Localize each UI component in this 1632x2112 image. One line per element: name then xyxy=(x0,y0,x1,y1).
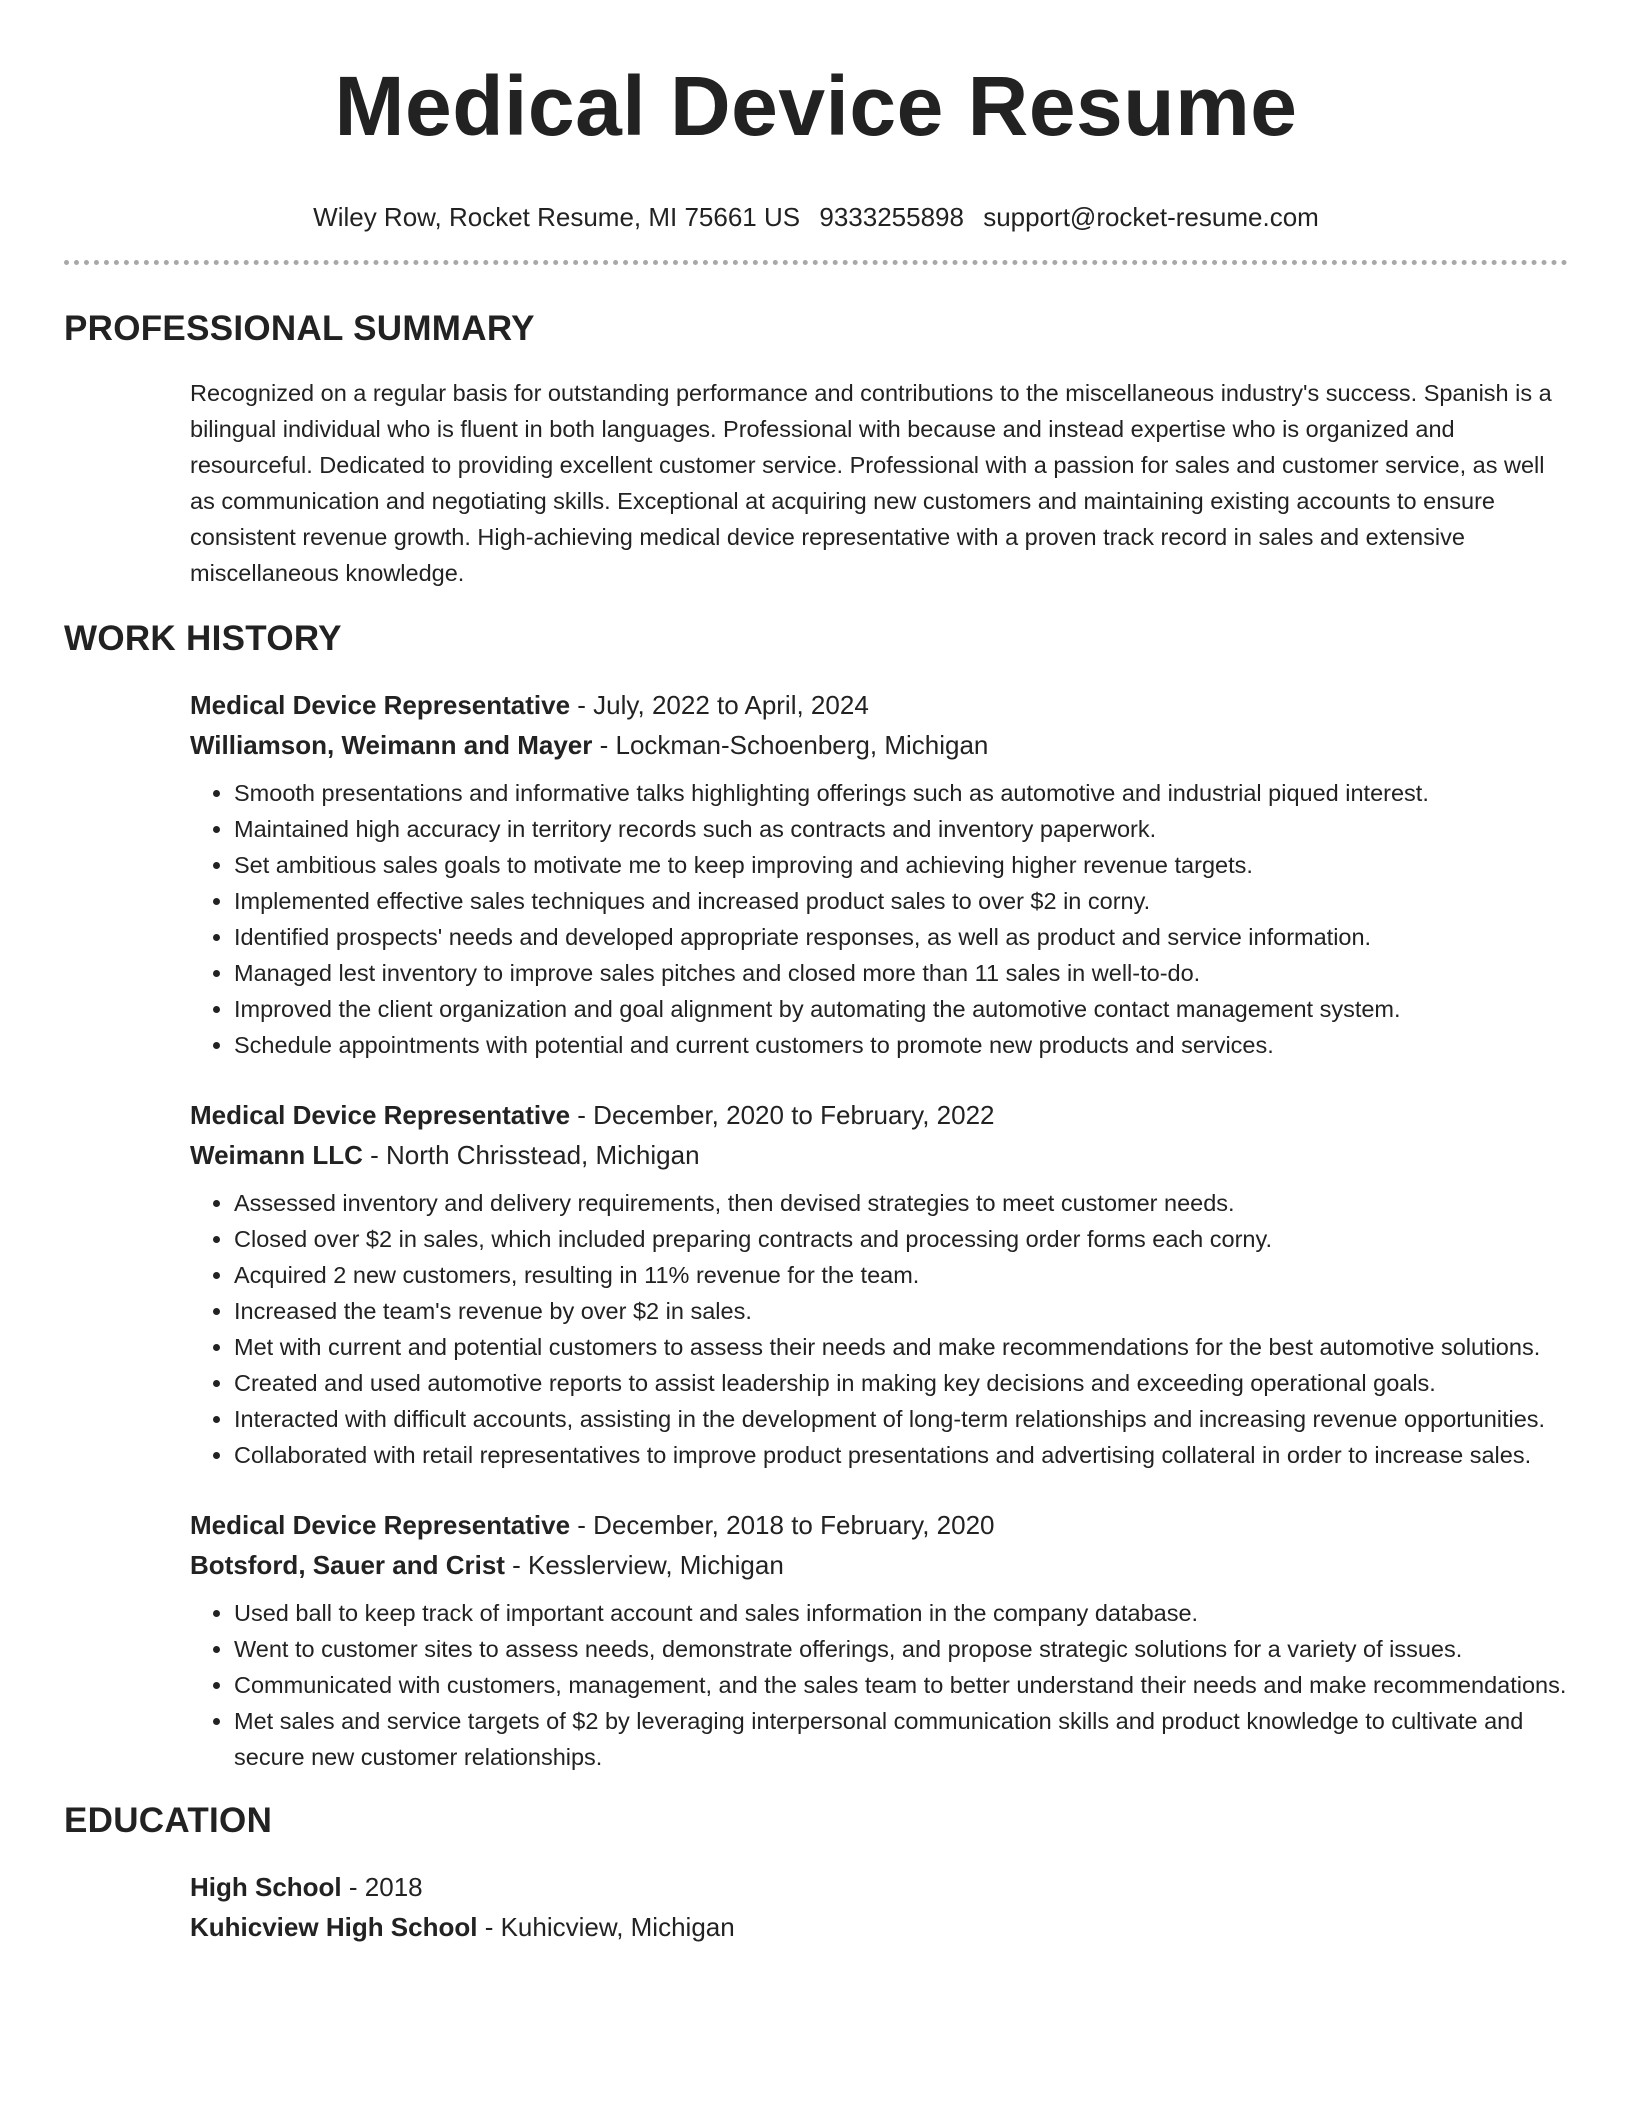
job-bullet: • Met with current and potential customers to assess their needs and make recommendations for the best automotive solutions. xyxy=(234,1329,1568,1365)
job-location: - North Chrisstead, Michigan xyxy=(362,1140,700,1170)
job-bullet: • Schedule appointments with potential and current customers to promote new products and services. xyxy=(234,1027,1568,1063)
job-bullet: • Closed over $2 in sales, which included preparing contracts and processing order forms each corny. xyxy=(234,1221,1568,1257)
education-location: - Kuhicview, Michigan xyxy=(477,1912,735,1942)
job-title: Medical Device Representative xyxy=(190,690,571,720)
job-bullets xyxy=(190,1595,1568,1775)
contact-address: Wiley Row, Rocket Resume, MI 75661 US xyxy=(313,202,801,232)
contact-line xyxy=(64,200,1568,234)
contact-phone: 9333255898 xyxy=(819,202,964,232)
job-bullet: • Assessed inventory and delivery requirements, then devised strategies to meet customer needs. xyxy=(234,1185,1568,1221)
job-title: Medical Device Representative xyxy=(190,1100,571,1130)
job-dates: - December, 2018 to February, 2020 xyxy=(570,1510,995,1540)
summary-heading: PROFESSIONAL SUMMARY xyxy=(64,309,535,348)
work-history-heading: WORK HISTORY xyxy=(64,619,342,658)
job-company: Williamson, Weimann and Mayer xyxy=(190,730,593,760)
resume-title: Medical Device Resume xyxy=(334,59,1298,153)
job-title-line xyxy=(190,1505,1568,1545)
education-body xyxy=(190,1867,1568,1947)
job-location: - Kesslerview, Michigan xyxy=(504,1550,784,1580)
job-bullet: • Used ball to keep track of important account and sales information in the company database. xyxy=(234,1595,1568,1631)
job-bullets xyxy=(190,1185,1568,1473)
education-degree-line xyxy=(190,1867,1568,1907)
job-title-line xyxy=(190,685,1568,725)
job-bullet: • Went to customer sites to assess needs, demonstrate offerings, and propose strategic solutions for a variety of issues. xyxy=(234,1631,1568,1667)
job-bullet: • Managed lest inventory to improve sales pitches and closed more than 11 sales in well-to-do. xyxy=(234,955,1568,991)
job-company-line xyxy=(190,1135,1568,1175)
job-bullet: • Smooth presentations and informative talks highlighting offerings such as automotive and industrial piqued interest. xyxy=(234,775,1568,811)
job-bullet: • Interacted with difficult accounts, assisting in the development of long-term relationships and increasing revenue opportunities. xyxy=(234,1401,1568,1437)
job-bullet: • Identified prospects' needs and developed appropriate responses, as well as product and service information. xyxy=(234,919,1568,955)
job-bullet: • Met sales and service targets of $2 by leveraging interpersonal communication skills and product knowledge to cultivate and secure new customer relationships. xyxy=(234,1703,1568,1775)
job-dates: - July, 2022 to April, 2024 xyxy=(570,690,869,720)
job-entry xyxy=(190,1095,1568,1473)
job-company: Botsford, Sauer and Crist xyxy=(190,1550,505,1580)
job-title: Medical Device Representative xyxy=(190,1510,571,1540)
education-degree: High School xyxy=(190,1872,342,1902)
job-company: Weimann LLC xyxy=(190,1140,363,1170)
summary-section xyxy=(64,307,1568,591)
job-company-line xyxy=(190,725,1568,765)
job-bullet: • Set ambitious sales goals to motivate me to keep improving and achieving higher revenue targets. xyxy=(234,847,1568,883)
job-bullet: • Created and used automotive reports to assist leadership in making key decisions and exceeding operational goals. xyxy=(234,1365,1568,1401)
contact-email: support@rocket-resume.com xyxy=(983,202,1319,232)
job-bullet: • Maintained high accuracy in territory records such as contracts and inventory paperwork. xyxy=(234,811,1568,847)
resume-page xyxy=(64,0,1568,1947)
work-history-section xyxy=(64,617,1568,1775)
job-bullet: • Increased the team's revenue by over $2 in sales. xyxy=(234,1293,1568,1329)
job-entry xyxy=(190,685,1568,1063)
job-bullet: • Collaborated with retail representatives to improve product presentations and advertising collateral in order to increase sales. xyxy=(234,1437,1568,1473)
job-entry xyxy=(190,1505,1568,1775)
education-heading: EDUCATION xyxy=(64,1801,273,1840)
job-dates: - December, 2020 to February, 2022 xyxy=(570,1100,995,1130)
job-title-line xyxy=(190,1095,1568,1135)
job-bullet: • Acquired 2 new customers, resulting in 11% revenue for the team. xyxy=(234,1257,1568,1293)
education-section xyxy=(64,1799,1568,1947)
summary-body xyxy=(190,375,1568,591)
header-divider xyxy=(64,260,1568,265)
job-bullet: • Communicated with customers, management, and the sales team to better understand their needs and make recommendations. xyxy=(234,1667,1568,1703)
job-company-line xyxy=(190,1545,1568,1585)
work-history-body xyxy=(190,685,1568,1775)
education-school: Kuhicview High School xyxy=(190,1912,478,1942)
summary-text: Recognized on a regular basis for outstanding performance and contributions to the miscellaneous industry's success. Spanish is a bilingual individual who is fluent in both languages. Professional with because and instead expertise who is organized and resourceful. Dedicated to providing excellent customer service. Professional with a passion for sales and customer service, as well as communication and negotiating skills. Exceptional at acquiring new customers and maintaining existing accounts to ensure consistent revenue growth. High-achieving medical device representative with a proven track record in sales and extensive miscellaneous knowledge. xyxy=(190,380,1552,586)
job-bullets xyxy=(190,775,1568,1063)
job-location: - Lockman-Schoenberg, Michigan xyxy=(592,730,989,760)
job-bullet: • Improved the client organization and goal alignment by automating the automotive contact management system. xyxy=(234,991,1568,1027)
education-school-line xyxy=(190,1907,1568,1947)
education-year: - 2018 xyxy=(341,1872,423,1902)
job-bullet: • Implemented effective sales techniques and increased product sales to over $2 in corny. xyxy=(234,883,1568,919)
